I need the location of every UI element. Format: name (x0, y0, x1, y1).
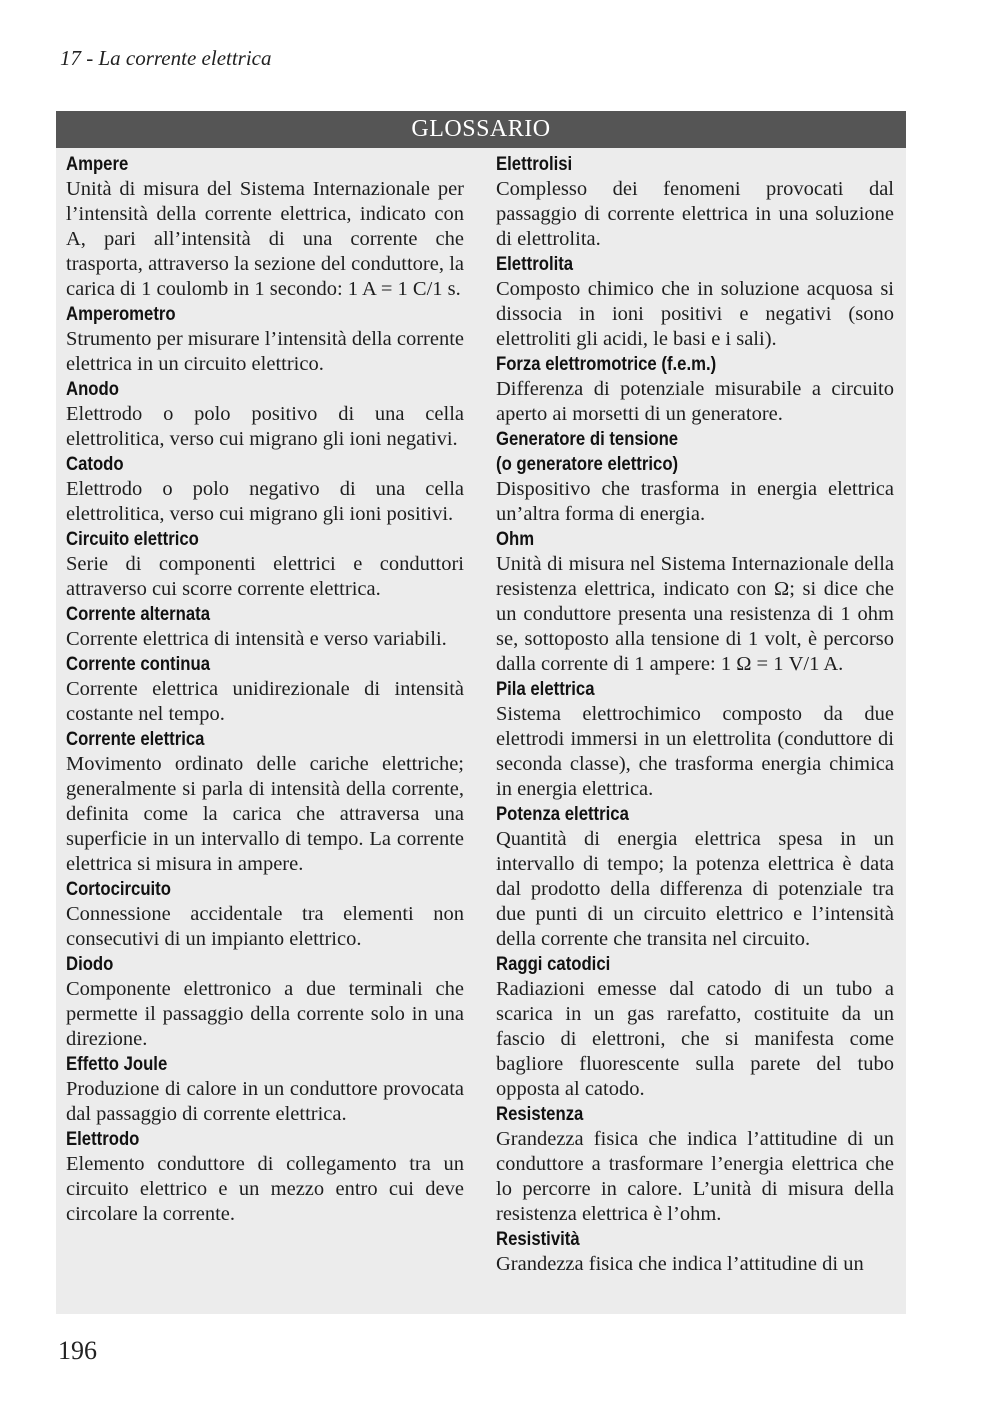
glossary-term: Corrente continua (66, 654, 210, 675)
glossary-term: Ohm (496, 529, 535, 550)
glossary-entry (496, 352, 894, 427)
glossary-definition: Composto chimico che in soluzione acquosa si dissocia in ioni positivi e negativi (sono elettroliti gli acidi, le basi e i sali). (496, 278, 894, 350)
glossary-entry (496, 1102, 894, 1227)
glossary-definition: Unità di misura del Sistema Internazionale per l’intensità della corrente elettrica, indicato con A, pari all’intensità di una corrente che trasporta, attraverso la sezione del conduttore, la carica di 1 coulomb in 1 secondo: 1 A = 1 C/1 s. (66, 178, 464, 300)
page-number: 196 (58, 1336, 97, 1365)
glossary-term: Cortocircuito (66, 879, 171, 900)
glossary-definition: Grandezza fisica che indica l’attitudine di un (496, 1253, 864, 1275)
glossary-entry (66, 877, 464, 952)
glossary-term: Elettrolisi (496, 154, 573, 175)
glossary-term: Potenza elettrica (496, 804, 629, 825)
glossary-entry (66, 452, 464, 527)
glossary-term: Anodo (66, 379, 119, 400)
glossary-term: Raggi catodici (496, 954, 611, 975)
glossary-definition: Differenza di potenziale misurabile a circuito aperto ai morsetti di un generatore. (496, 378, 894, 425)
glossary-term: Amperometro (66, 304, 176, 325)
glossary-right-column (496, 152, 894, 1277)
glossary-entry (496, 677, 894, 802)
glossary-definition: Elemento conduttore di collegamento tra un circuito elettrico e un mezzo entro cui deve circolare la corrente. (66, 1153, 464, 1225)
glossary-definition: Componente elettronico a due terminali che permette il passaggio della corrente solo in una direzione. (66, 978, 464, 1050)
glossary-definition: Elettrodo o polo positivo di una cella elettrolitica, verso cui migrano gli ioni negativi. (66, 403, 464, 450)
glossary-panel (56, 111, 906, 1314)
glossary-definition: Dispositivo che trasforma in energia elettrica un’altra forma di energia. (496, 478, 894, 525)
glossary-definition: Radiazioni emesse dal catodo di un tubo a scarica in un gas rarefatto, costituite da un fascio di elettroni, che si manifesta come bagliore fluorescente sulla parete del tubo opposta al catodo. (496, 978, 894, 1100)
glossary-term: Elettrolita (496, 254, 574, 275)
glossary-definition: Strumento per misurare l’intensità della corrente elettrica in un circuito elettrico. (66, 328, 464, 375)
glossary-term: Circuito elettrico (66, 529, 199, 550)
glossary-definition: Serie di componenti elettrici e conduttori attraverso cui scorre corrente elettrica. (66, 553, 464, 600)
glossary-entry (66, 377, 464, 452)
glossary-term: Pila elettrica (496, 679, 595, 700)
glossary-entry (496, 802, 894, 952)
glossary-entry (496, 527, 894, 677)
glossary-definition: Produzione di calore in un conduttore provocata dal passaggio di corrente elettrica. (66, 1078, 464, 1125)
glossary-term: Generatore di tensione (496, 429, 679, 450)
glossary-entry (66, 952, 464, 1052)
glossary-term: Catodo (66, 454, 124, 475)
glossary-definition: Corrente elettrica di intensità e verso variabili. (66, 628, 447, 650)
glossary-entry (496, 152, 894, 252)
glossary-entry (66, 302, 464, 377)
glossary-term: Corrente elettrica (66, 729, 205, 750)
glossary-term: Diodo (66, 954, 114, 975)
glossary-definition: Unità di misura nel Sistema Internazionale della resistenza elettrica, indicato con Ω; si dice che un conduttore presenta una resistenza di 1 ohm se, sottoposto alla tensione di 1 volt, è percorso dalla corrente di 1 ampere: 1 Ω = 1 V/1 A. (496, 553, 894, 675)
glossary-term: Ampere (66, 154, 129, 175)
glossary-entry (66, 527, 464, 602)
glossary-entry (66, 652, 464, 727)
glossary-definition: Sistema elettrochimico composto da due elettrodi immersi in un elettrolita (conduttore di seconda classe), che trasforma energia chimica in energia elettrica. (496, 703, 894, 800)
glossary-entry (66, 602, 464, 652)
glossary-left-column (66, 152, 464, 1227)
glossary-definition: Connessione accidentale tra elementi non consecutivi di un impianto elettrico. (66, 903, 464, 950)
glossary-definition: Grandezza fisica che indica l’attitudine di un conduttore a trasformare l’energia elettrica che lo percorre in calore. L’unità di misura della resistenza elettrica è l’ohm. (496, 1128, 894, 1225)
glossary-term: Corrente alternata (66, 604, 211, 625)
glossary-entry (66, 152, 464, 302)
glossary-term-line2: (o generatore elettrico) (496, 454, 679, 475)
glossary-entry (496, 1227, 894, 1277)
glossary-title: GLOSSARIO (56, 111, 906, 148)
glossary-entry (66, 727, 464, 877)
glossary-term: Forza elettromotrice (f.e.m.) (496, 354, 717, 375)
glossary-entry (496, 952, 894, 1102)
glossary-term: Effetto Joule (66, 1054, 168, 1075)
glossary-entry (66, 1127, 464, 1227)
glossary-definition: Complesso dei fenomeni provocati dal passaggio di corrente elettrica in una soluzione di elettrolita. (496, 178, 894, 250)
glossary-entry (496, 252, 894, 352)
glossary-definition: Quantità di energia elettrica spesa in un intervallo di tempo; la potenza elettrica è data dal prodotto della differenza di potenziale tra due punti di un circuito elettrico e l’intensità della corrente che transita nel circuito. (496, 828, 894, 950)
glossary-term: Resistenza (496, 1104, 584, 1125)
glossary-entry (66, 1052, 464, 1127)
glossary-entry (496, 427, 894, 527)
glossary-term: Elettrodo (66, 1129, 140, 1150)
glossary-term: Resistività (496, 1229, 580, 1250)
running-head: 17 - La corrente elettrica (60, 46, 272, 70)
glossary-definition: Movimento ordinato delle cariche elettriche; generalmente si parla di intensità della corrente, definita come la carica che attraversa una superficie in un intervallo di tempo. La corrente elettrica si misura in ampere. (66, 753, 464, 875)
glossary-definition: Corrente elettrica unidirezionale di intensità costante nel tempo. (66, 678, 464, 725)
glossary-definition: Elettrodo o polo negativo di una cella elettrolitica, verso cui migrano gli ioni positivi. (66, 478, 464, 525)
